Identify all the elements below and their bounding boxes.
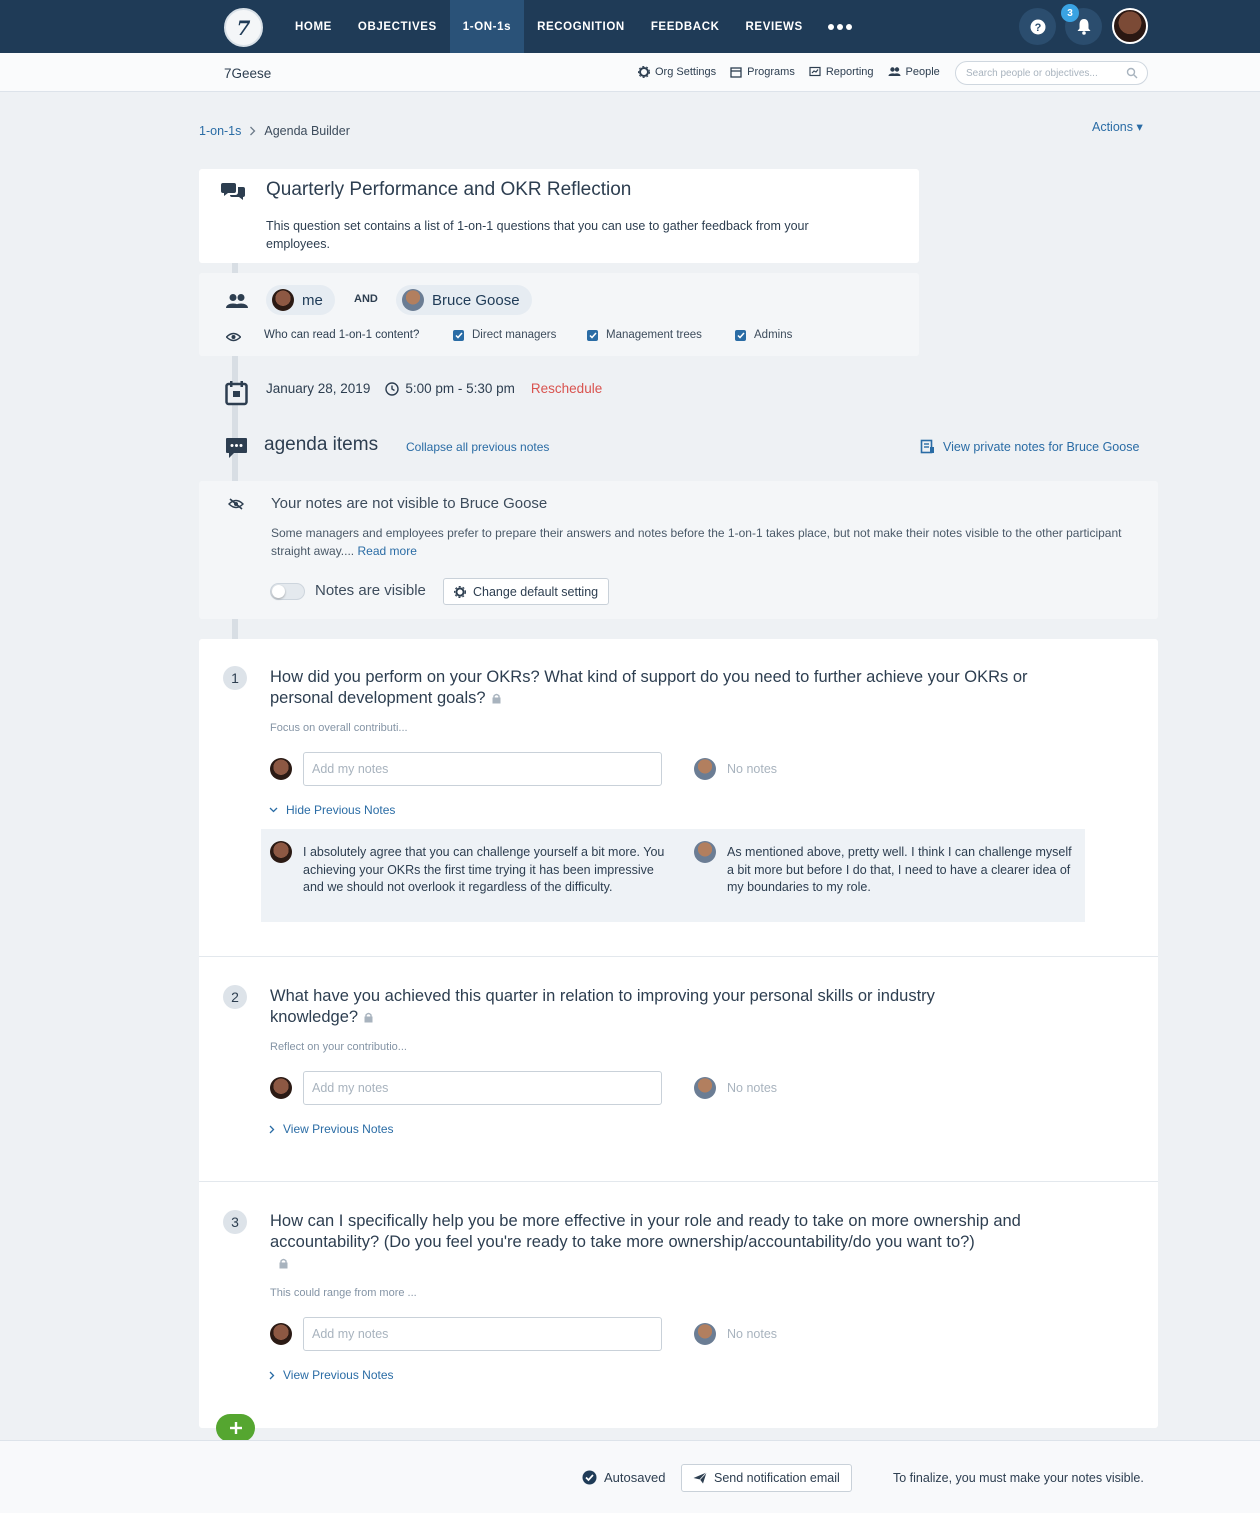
checkbox-admins[interactable] (735, 329, 792, 341)
chart-icon (809, 66, 821, 78)
previous-other-note: As mentioned above, pretty well. I think I can challenge myself a bit more but before I do that, I need to have a clearer idea of my boundaries to my role. (727, 845, 1072, 894)
notes-visible-label: Notes are visible (315, 582, 426, 599)
finalize-message: To finalize, you must make your notes visible. (893, 1471, 1144, 1485)
agenda-items-heading: agenda items (264, 434, 379, 455)
notepad-icon (920, 439, 935, 454)
search-input[interactable] (955, 61, 1148, 85)
chevron-right-icon (249, 126, 256, 136)
notes-visibility-card (199, 481, 1158, 619)
previous-notes-toggle-label: View Previous Notes (283, 1122, 394, 1136)
other-notes-status: No notes (727, 1327, 778, 1341)
logo-glyph: 7 (236, 15, 251, 40)
read-more-link[interactable]: Read more (357, 544, 417, 558)
participant-other-label: Bruce Goose (432, 291, 520, 309)
checkbox-direct-managers[interactable] (453, 329, 556, 341)
nav-reviews[interactable]: REVIEWS (745, 20, 803, 33)
view-private-notes-label: View private notes for Bruce Goose (943, 439, 1140, 454)
bruce-avatar (694, 758, 716, 780)
bruce-avatar (694, 1323, 716, 1345)
gear-icon (638, 66, 650, 78)
agenda-comment-icon (225, 437, 248, 460)
question-set-title: Quarterly Performance and OKR Reflection (266, 179, 632, 200)
check-circle-icon (582, 1470, 597, 1485)
breadcrumb (199, 124, 350, 138)
caret-down-icon: ▾ (1133, 120, 1143, 134)
paper-plane-icon (693, 1472, 707, 1484)
breadcrumb-1-on-1s[interactable]: 1-on-1s (199, 124, 242, 138)
checkbox-management-trees[interactable] (587, 329, 702, 341)
question-divider (199, 1181, 1158, 1182)
bruce-avatar (694, 841, 716, 863)
view-previous-notes-link[interactable] (269, 1368, 394, 1382)
question-divider (199, 956, 1158, 957)
search-placeholder: Search people or objectives... (966, 68, 1098, 79)
change-default-setting-label: Change default setting (473, 584, 599, 599)
add-agenda-item-button[interactable] (216, 1414, 255, 1442)
my-notes-input[interactable]: Add my notes (303, 1317, 662, 1351)
help-button[interactable] (1019, 8, 1056, 45)
nav-1-on-1s[interactable]: 1-ON-1s (450, 0, 524, 53)
org-settings-link[interactable] (638, 66, 716, 78)
more-icon[interactable] (816, 0, 864, 53)
participant-me[interactable] (266, 285, 335, 315)
app-logo[interactable] (224, 8, 263, 47)
meeting-schedule (266, 381, 602, 396)
chat-bubbles-icon (221, 181, 245, 201)
and-label: AND (354, 293, 378, 305)
nav-recognition[interactable]: RECOGNITION (537, 20, 625, 33)
change-default-setting-button[interactable] (443, 578, 609, 605)
checkbox-checked-icon (735, 330, 746, 341)
question-number: 1 (223, 666, 247, 690)
checkbox-label: Management trees (606, 329, 702, 341)
view-previous-notes-link[interactable] (269, 1122, 394, 1136)
help-icon (1030, 19, 1046, 35)
people-icon (226, 293, 248, 309)
bruce-avatar (694, 1077, 716, 1099)
send-notification-email-label: Send notification email (714, 1471, 840, 1485)
question-number: 3 (223, 1210, 247, 1234)
previous-notes-panel (261, 829, 1085, 922)
questions-card (199, 639, 1158, 1428)
eye-icon (226, 332, 241, 342)
autosave-status (582, 1470, 665, 1485)
participants-card (199, 273, 919, 356)
send-notification-email-button[interactable] (681, 1464, 852, 1492)
checkbox-label: Direct managers (472, 329, 557, 341)
question-text (270, 1211, 1060, 1253)
plus-icon (229, 1421, 243, 1435)
people-icon (888, 66, 901, 78)
bell-icon (1076, 18, 1092, 35)
people-label: People (905, 66, 940, 78)
clock-icon (385, 382, 399, 396)
question-text-content: How did you perform on your OKRs? What kind of support do you need to further achieve your OKRs or personal development goals? (270, 668, 1028, 707)
programs-label: Programs (747, 66, 795, 78)
other-notes-status: No notes (727, 762, 778, 776)
calendar-icon (225, 380, 248, 406)
my-notes-input[interactable]: Add my notes (303, 752, 662, 786)
my-avatar (270, 1323, 292, 1345)
visibility-description-text: Some managers and employees prefer to prepare their answers and notes before the 1-on-1 takes place, but not make their notes visible to the other participant straight away.... (271, 526, 1122, 558)
autosaved-label: Autosaved (604, 1470, 666, 1485)
nav-home[interactable]: HOME (295, 20, 332, 33)
calendar-icon (730, 66, 742, 78)
reporting-link[interactable] (809, 66, 874, 78)
reschedule-link[interactable]: Reschedule (530, 381, 603, 396)
question-text-content: How can I specifically help you be more effective in your role and ready to take on more ownership and accountability? (Do you feel you're ready to take more ownership/accountability/do you want to?) (270, 1212, 1021, 1251)
sub-nav-links (638, 66, 940, 78)
question-text-content: What have you achieved this quarter in relation to improving your personal skills or industry knowledge? (270, 987, 935, 1026)
my-avatar (270, 1077, 292, 1099)
lock-icon (364, 1012, 373, 1023)
notification-count-badge: 3 (1061, 4, 1079, 22)
checkbox-checked-icon (453, 330, 464, 341)
gear-icon (454, 586, 466, 598)
nav-feedback[interactable]: FEEDBACK (650, 20, 720, 33)
visibility-title: Your notes are not visible to Bruce Goose (271, 495, 548, 512)
hide-previous-notes-link[interactable] (269, 803, 395, 817)
actions-label: Actions (1092, 120, 1133, 134)
question-text (270, 986, 990, 1028)
main-nav (282, 0, 864, 53)
org-name: 7Geese (224, 66, 272, 81)
chevron-right-icon (269, 1371, 275, 1380)
svg-text:?: ? (1034, 21, 1041, 34)
search-icon (1126, 67, 1138, 79)
bottom-action-bar (0, 1440, 1260, 1513)
nav-objectives[interactable]: OBJECTIVES (357, 20, 437, 33)
meeting-date: January 28, 2019 (266, 381, 371, 396)
meeting-time: 5:00 pm - 5:30 pm (405, 381, 515, 396)
participant-bruce[interactable] (396, 285, 532, 315)
my-notes-input[interactable]: Add my notes (303, 1071, 662, 1105)
question-hint: This could range from more ... (270, 1287, 417, 1299)
eye-slash-icon (228, 498, 244, 510)
collapse-previous-notes-link[interactable]: Collapse all previous notes (406, 440, 550, 454)
chevron-right-icon (269, 1125, 275, 1134)
actions-dropdown[interactable] (1092, 119, 1143, 134)
checkbox-checked-icon (587, 330, 598, 341)
other-notes-status: No notes (727, 1081, 778, 1095)
who-can-read-label: Who can read 1-on-1 content? (264, 329, 420, 341)
top-nav-bar (0, 0, 1260, 53)
question-set-description: This question set contains a list of 1-on-1 questions that you can use to gather feedback from your employees. (266, 219, 809, 251)
view-private-notes-link[interactable] (920, 439, 1139, 454)
participant-me-label: me (302, 291, 323, 309)
people-link[interactable] (888, 66, 940, 78)
my-avatar (270, 758, 292, 780)
bruce-avatar (402, 289, 424, 311)
previous-my-note: I absolutely agree that you can challenge yourself a bit more. You achieving your OKRs the first time trying it has been impressive and we should not overlook it regardless of the difficulty. (303, 845, 665, 894)
checkbox-label: Admins (754, 329, 793, 341)
user-avatar[interactable] (1112, 8, 1148, 44)
question-set-card (199, 169, 919, 263)
question-text (270, 667, 1060, 709)
question-hint: Focus on overall contributi... (270, 722, 408, 734)
question-hint: Reflect on your contributio... (270, 1041, 407, 1053)
my-avatar (272, 289, 294, 311)
my-avatar (270, 841, 292, 863)
programs-link[interactable] (730, 66, 795, 78)
notes-visible-toggle[interactable] (270, 583, 305, 600)
breadcrumb-current: Agenda Builder (264, 124, 350, 138)
visibility-description (271, 524, 1131, 560)
lock-icon (279, 1258, 288, 1269)
previous-notes-toggle-label: Hide Previous Notes (286, 803, 396, 817)
reporting-label: Reporting (825, 66, 874, 78)
lock-icon (492, 693, 501, 704)
org-settings-label: Org Settings (655, 66, 717, 78)
previous-notes-toggle-label: View Previous Notes (283, 1368, 394, 1382)
question-number: 2 (223, 985, 247, 1009)
chevron-down-icon (269, 807, 278, 813)
